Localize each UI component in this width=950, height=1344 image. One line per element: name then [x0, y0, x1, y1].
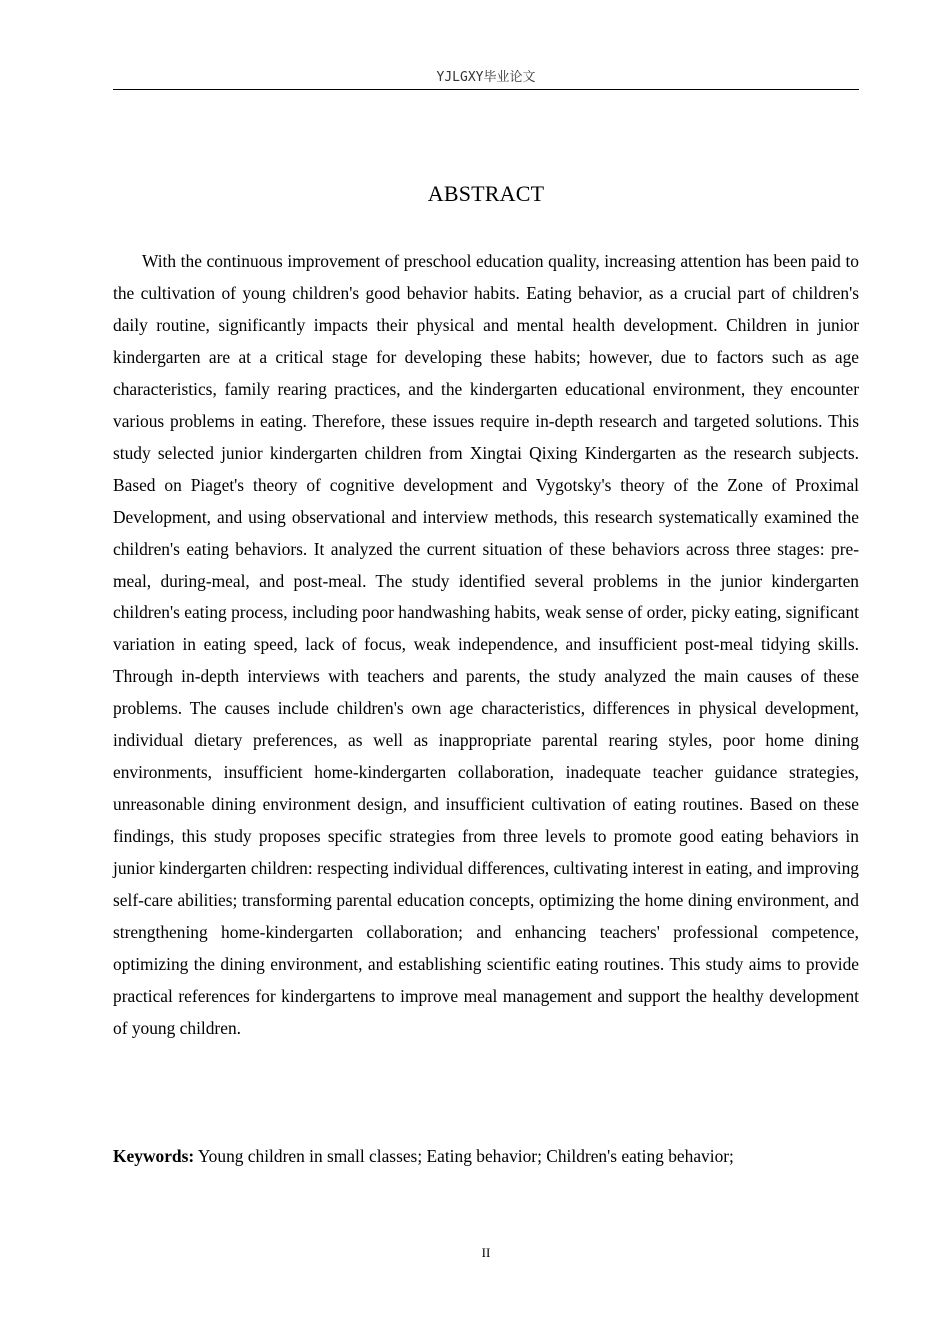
- abstract-title: ABSTRACT: [427, 181, 545, 206]
- keywords-text: Young children in small classes; Eating behavior; Children's eating behavior;: [194, 1146, 734, 1166]
- keywords-label: Keywords:: [113, 1146, 195, 1166]
- abstract-body: With the continuous improvement of preschool education quality, increasing attention has been paid to the cultivation of young children's good behavior habits. Eating behavior, as a crucial part of children's daily routine, significantly impacts their physical and mental health development. Children in junior kindergarten are at a critical stage for developing these habits; however, due to factors such as age characteristics, family rearing practices, and the kindergarten educational environment, they encounter various problems in eating. Therefore, these issues require in-depth research and targeted solutions. This study selected junior kindergarten children from Xingtai Qixing Kindergarten as the research subjects. Based on Piaget's theory of cognitive development and Vygotsky's theory of the Zone of Proximal Development, and using observational and interview methods, this research systematically examined the children's eating behaviors. It analyzed the current situation of these behaviors across three stages: pre-meal, during-meal, and post-meal. The study identified several problems in the junior kindergarten children's eating process, including poor handwashing habits, weak sense of order, picky eating, significant variation in eating speed, lack of focus, weak independence, and insufficient post-meal tidying skills. Through in-depth interviews with teachers and parents, the study analyzed the main causes of these problems. The causes include children's own age characteristics, differences in physical development, individual dietary preferences, as well as inappropriate parental rearing styles, poor home dining environments, insufficient home-kindergarten collaboration, inadequate teacher guidance strategies, unreasonable dining environment design, and insufficient cultivation of eating routines. Based on these findings, this study proposes specific strategies from three levels to promote good eating behaviors in junior kindergarten children: respecting individual differences, cultivating interest in eating, and improving self-care abilities; transforming parental education concepts, optimizing the home dining environment, and strengthening home-kindergarten collaboration; and enhancing teachers' professional competence, optimizing the dining environment, and establishing scientific eating routines. This study aims to provide practical references for kindergartens to improve meal management and support the healthy development of young children.: [113, 251, 859, 1038]
- running-header: YJLGXY毕业论文: [113, 66, 859, 90]
- page-number: II: [481, 1245, 491, 1260]
- keywords-line: [113, 1140, 859, 1172]
